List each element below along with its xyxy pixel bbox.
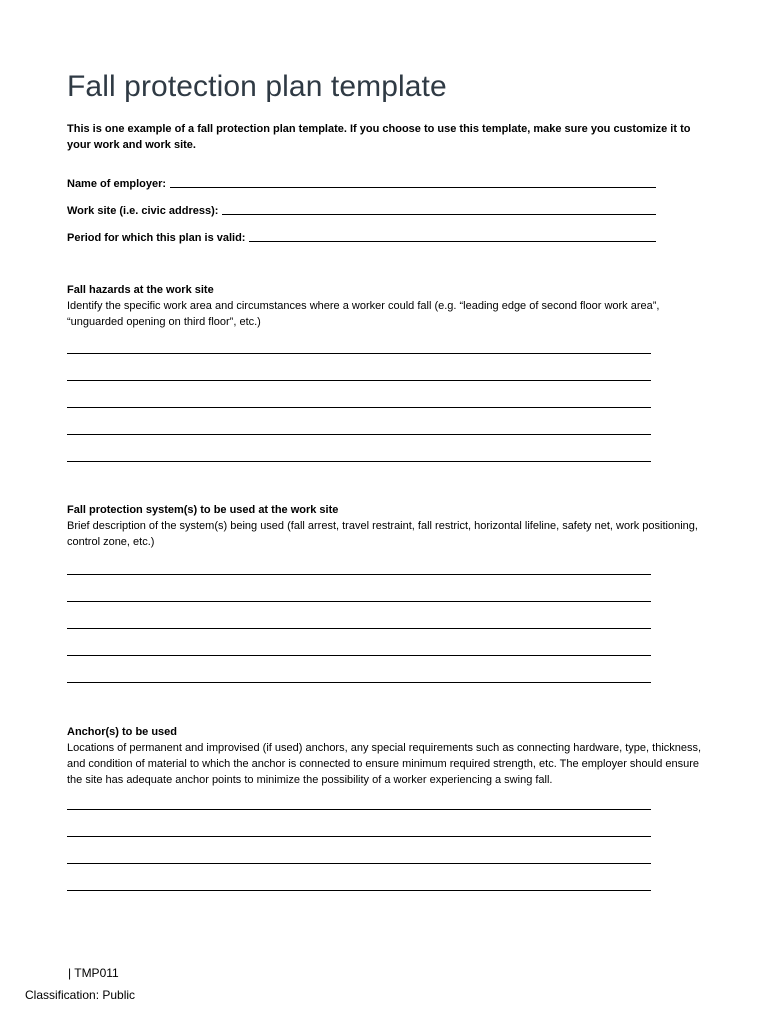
validity-period-line[interactable] [249, 229, 656, 242]
fall-hazards-line[interactable] [67, 434, 651, 435]
page-title: Fall protection plan template [67, 70, 447, 103]
work-site-line[interactable] [222, 202, 656, 215]
validity-period-label: Period for which this plan is valid: [67, 232, 246, 244]
fall-hazards-line[interactable] [67, 461, 651, 462]
protection-systems-line[interactable] [67, 682, 651, 683]
section-anchors-title: Anchor(s) to be used [67, 726, 178, 738]
fall-hazards-line[interactable] [67, 353, 651, 354]
employer-name-line[interactable] [170, 175, 656, 188]
section-protection-systems-description: Brief description of the system(s) being used (fall arrest, travel restraint, fall restrict, horizontal lifeline, safety net, work positioning, control zone, etc.) [67, 520, 698, 548]
employer-name-label: Name of employer: [67, 178, 167, 190]
anchors-line[interactable] [67, 836, 651, 837]
fall-hazards-line[interactable] [67, 407, 651, 408]
protection-systems-line[interactable] [67, 601, 651, 602]
anchors-line[interactable] [67, 863, 651, 864]
protection-systems-line[interactable] [67, 655, 651, 656]
section-fall-hazards-title: Fall hazards at the work site [67, 284, 214, 296]
work-site-field[interactable] [67, 201, 656, 217]
protection-systems-line[interactable] [67, 628, 651, 629]
anchors-line[interactable] [67, 890, 651, 891]
section-protection-systems-title: Fall protection system(s) to be used at the work site [67, 504, 339, 516]
validity-period-field[interactable] [67, 228, 656, 244]
fall-hazards-line[interactable] [67, 380, 651, 381]
section-anchors-description: Locations of permanent and improvised (if used) anchors, any special requirements such as connecting hardware, type, thickness, and condition of material to which the anchor is connected to ensure minimum required strength, etc. The employer should ensure the site has adequate anchor points to minimize the possibility of a worker experiencing a swing fall. [67, 742, 702, 786]
work-site-label: Work site (i.e. civic address): [67, 205, 219, 217]
anchors-line[interactable] [67, 809, 651, 810]
classification-label: Classification: Public [25, 988, 136, 1002]
protection-systems-line[interactable] [67, 574, 651, 575]
section-fall-hazards-description: Identify the specific work area and circumstances where a worker could fall (e.g. “leading edge of second floor work area”, “unguarded opening on third floor”, etc.) [67, 300, 660, 328]
intro-text: This is one example of a fall protection plan template. If you choose to use this template, make sure you customize it to your work and work site. [67, 123, 691, 151]
document-code: | TMP011 [68, 966, 119, 980]
employer-name-field[interactable] [67, 174, 656, 190]
